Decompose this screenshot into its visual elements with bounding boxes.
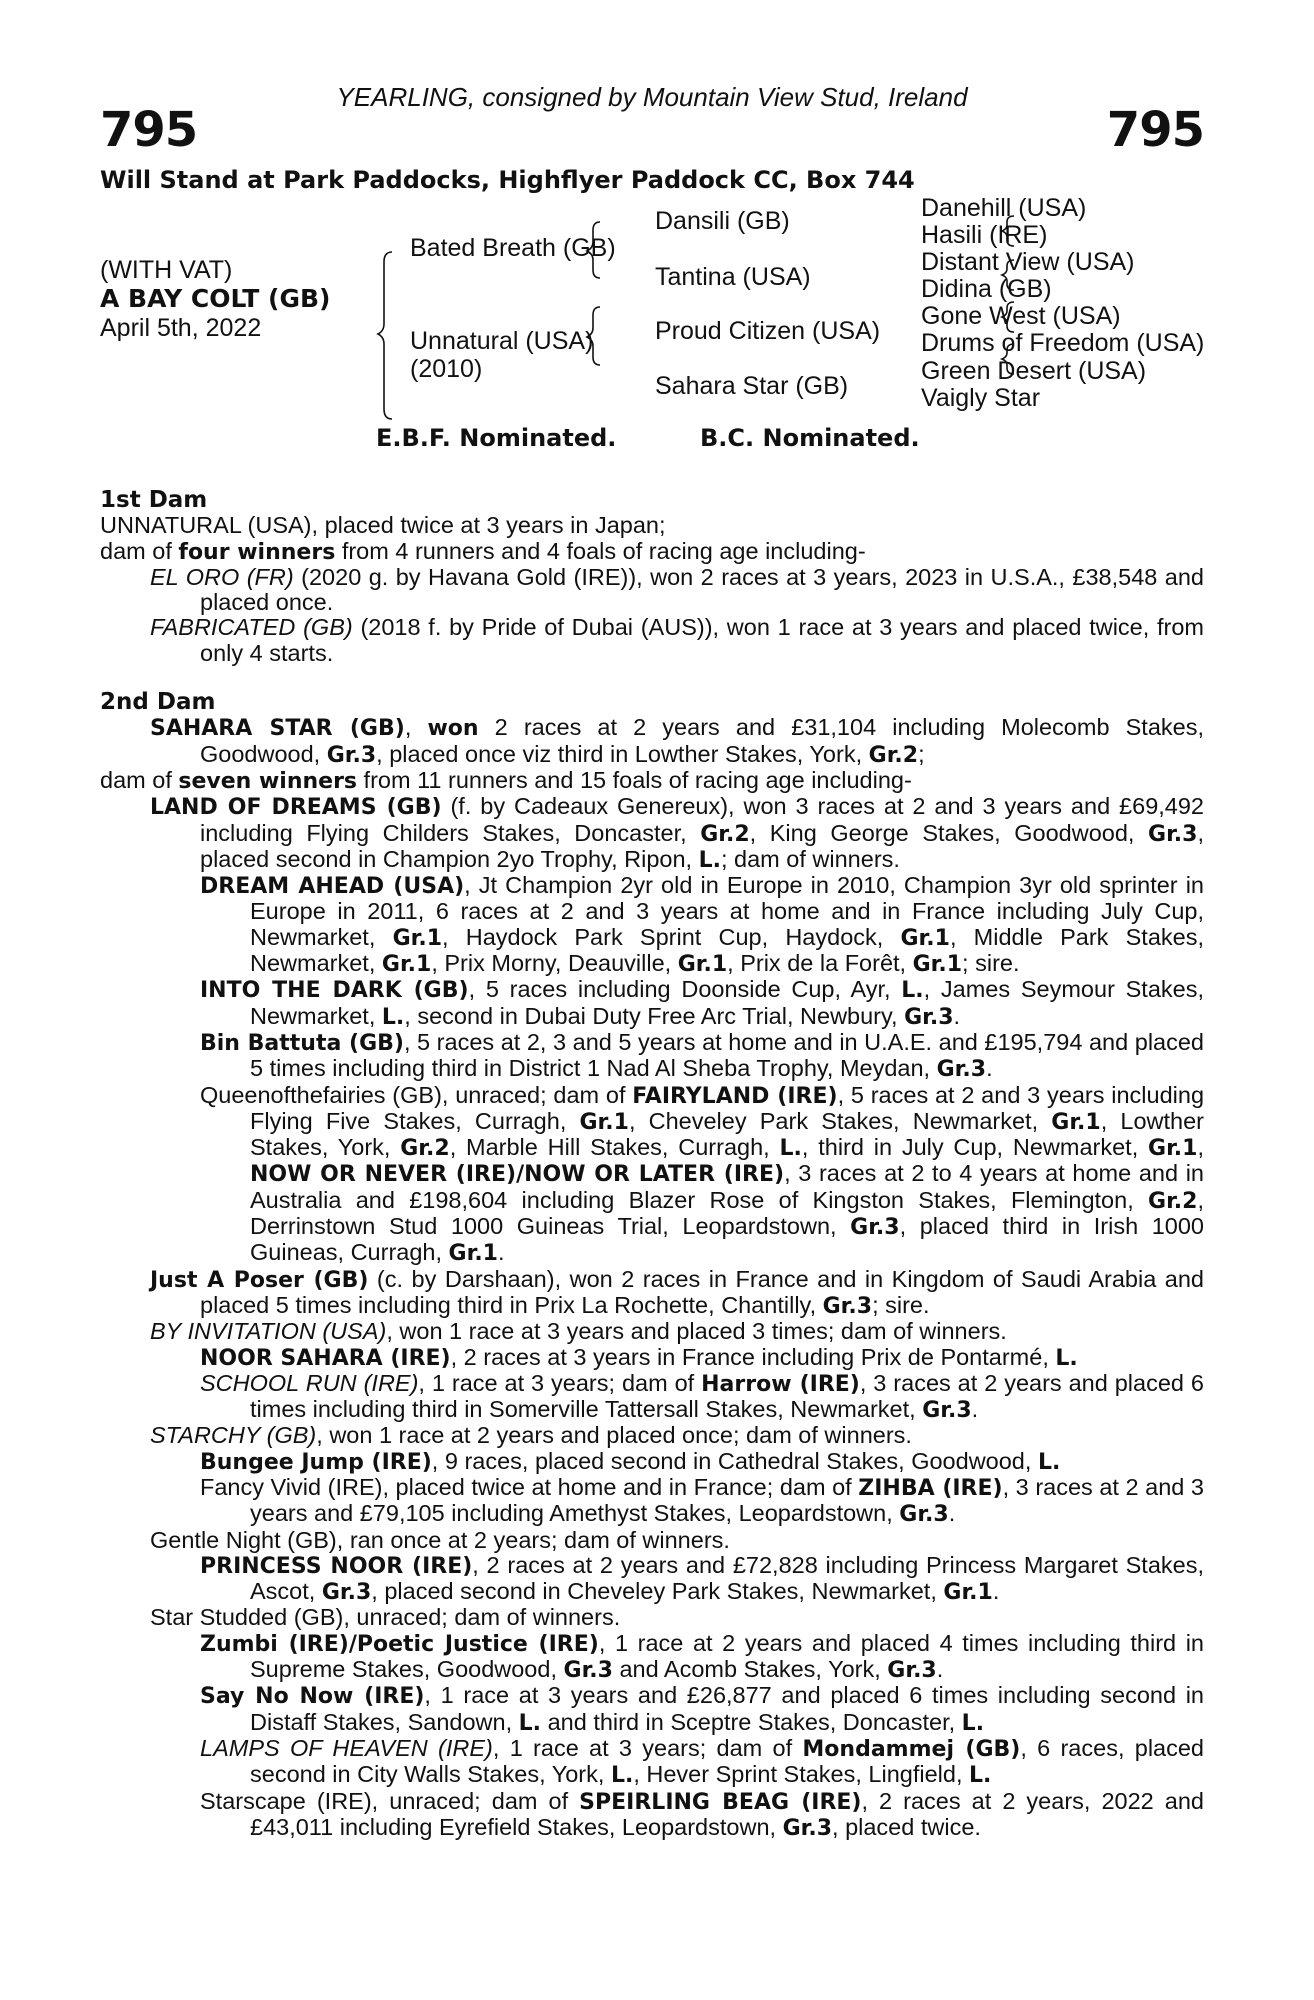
pedigree-entry bbox=[100, 1475, 1204, 1528]
bold-text: L. bbox=[610, 1763, 634, 1789]
entry-text: , 9 races, placed second in Cathedral Stakes, Goodwood, bbox=[431, 1447, 1038, 1474]
bold-text: L. bbox=[961, 1710, 985, 1736]
pedigree-entry bbox=[100, 1449, 1204, 1475]
pedigree-entry bbox=[100, 565, 1204, 616]
bold-text: L. bbox=[381, 1004, 405, 1030]
entry-text: , 1 race at 3 years; dam of bbox=[418, 1369, 702, 1396]
first-dam-body bbox=[100, 513, 1204, 666]
bold-text: NOW OR NEVER (IRE)/NOW OR LATER (IRE) bbox=[250, 1162, 785, 1188]
bold-text: Gr.3 bbox=[1148, 821, 1198, 847]
entry-text: , Cheveley Park Stakes, Newmarket, bbox=[628, 1107, 1052, 1134]
lot-number-row bbox=[100, 102, 1204, 162]
italic-text: EL ORO (FR) bbox=[150, 563, 294, 590]
bold-text: Gr.3 bbox=[904, 1004, 954, 1030]
bold-text: PRINCESS NOOR (IRE) bbox=[200, 1553, 473, 1579]
dam-dam: Sahara Star (GB) bbox=[655, 372, 849, 400]
entry-text: , won 1 race at 3 years and placed 3 times; dam of winners. bbox=[386, 1318, 1007, 1345]
entry-text: , King George Stakes, Goodwood, bbox=[749, 819, 1149, 846]
ancestor-3: Distant View (USA) bbox=[921, 248, 1135, 276]
entry-text: ; sire. bbox=[962, 950, 1020, 977]
italic-text: BY INVITATION (USA) bbox=[150, 1318, 387, 1345]
entry-text: , Haydock Park Sprint Cup, Haydock, bbox=[442, 923, 901, 950]
bold-text: Gr.2 bbox=[868, 742, 919, 768]
nominations bbox=[100, 424, 1204, 464]
bracket-main bbox=[378, 252, 392, 419]
ancestor-2: Hasili (IRE) bbox=[921, 221, 1048, 249]
second-dam-body bbox=[100, 715, 1204, 1841]
bold-text: Gr.3 bbox=[563, 1658, 613, 1684]
entry-text: , Middle Park Stakes, Newmarket, bbox=[250, 923, 1204, 977]
bold-text: Bungee Jump (IRE) bbox=[200, 1449, 432, 1475]
entry-text: , Prix de la Forêt, bbox=[727, 950, 913, 977]
entry-text: , 6 races, placed second in City Walls Stakes, York, bbox=[250, 1734, 1205, 1788]
lot-number-left: 795 bbox=[100, 102, 198, 158]
entry-text: . bbox=[971, 1396, 979, 1423]
bold-text: Gr.1 bbox=[1051, 1109, 1101, 1135]
pedigree-entry bbox=[100, 1605, 1204, 1630]
entry-text: , placed once viz third in Lowther Stakes, York, bbox=[376, 740, 869, 767]
bold-text: Gr.1 bbox=[912, 952, 963, 978]
bold-text: FAIRYLAND (IRE) bbox=[632, 1083, 838, 1109]
entry-text: UNNATURAL (USA), placed twice at 3 years in Japan; bbox=[100, 512, 666, 539]
first-dam-section bbox=[100, 488, 1204, 666]
catalogue-page bbox=[100, 82, 1204, 1841]
pedigree-entry bbox=[100, 1423, 1204, 1448]
bold-text: Gr.3 bbox=[936, 1057, 987, 1083]
ancestor-7: Green Desert (USA) bbox=[921, 357, 1147, 385]
bold-text: DREAM AHEAD (USA) bbox=[200, 874, 465, 900]
entry-text: , placed twice. bbox=[832, 1813, 981, 1840]
entry-text: , 3 races at 2 and 3 years and £79,105 including Amethyst Stakes, Leopardstown, bbox=[250, 1473, 1204, 1527]
pedigree-entry bbox=[100, 873, 1204, 977]
bold-text: Harrow (IRE) bbox=[701, 1371, 860, 1397]
consignment-line: YEARLING, consigned by Mountain View Stud, Ireland bbox=[336, 82, 968, 112]
entry-text: , bbox=[404, 714, 428, 741]
entry-text: , 2 races at 3 years in France including Prix de Pontarmé, bbox=[450, 1343, 1056, 1370]
dam-year: (2010) bbox=[410, 355, 483, 383]
entry-text: ; sire. bbox=[872, 1291, 930, 1318]
bold-text: INTO THE DARK (GB) bbox=[200, 978, 469, 1004]
bold-text: Gr.1 bbox=[448, 1241, 498, 1267]
pedigree-entry bbox=[100, 513, 1204, 538]
italic-text: SCHOOL RUN (IRE) bbox=[200, 1369, 419, 1396]
ancestor-5: Gone West (USA) bbox=[921, 302, 1121, 330]
bold-text: Bin Battuta (GB) bbox=[200, 1030, 404, 1056]
pedigree-entry bbox=[100, 1553, 1204, 1606]
entry-text: , 3 races at 2 to 4 years at home and in Australia and £198,604 including Blazer Rose of Kingston Stakes, Flemington, bbox=[250, 1160, 1204, 1213]
date-of-birth: April 5th, 2022 bbox=[100, 314, 262, 342]
pedigree-entry bbox=[100, 1528, 1204, 1553]
bold-text: won bbox=[427, 716, 479, 742]
entry-text: . bbox=[986, 1055, 993, 1082]
entry-text: , 1 race at 3 years and £26,877 and placed 6 times including second in Distaff Stakes, Sandown, bbox=[250, 1682, 1204, 1735]
bold-text: Say No Now (IRE) bbox=[200, 1684, 425, 1710]
pedigree-entry bbox=[100, 539, 1204, 565]
pedigree-entry bbox=[100, 1683, 1204, 1736]
entry-text: , 1 race at 2 years and placed 4 times including third in Supreme Stakes, Goodwood, bbox=[250, 1629, 1204, 1683]
pedigree-entry bbox=[100, 1736, 1204, 1789]
bold-text: Gr.3 bbox=[850, 1215, 900, 1241]
bold-text: Gr.1 bbox=[1148, 1136, 1198, 1162]
entry-text: . bbox=[992, 1578, 1000, 1605]
bold-text: Gr.3 bbox=[887, 1658, 937, 1684]
entry-text: Gentle Night (GB), ran once at 2 years; dam of winners. bbox=[150, 1526, 730, 1553]
bold-text: Gr.3 bbox=[899, 1502, 949, 1528]
entry-text: (f. by Cadeaux Genereux), won 3 races at 2 and 3 years and £69,492 including Flying Childers Stakes, Doncaster, bbox=[200, 793, 1205, 846]
entry-text: Queenofthefairies (GB), unraced; dam of bbox=[200, 1081, 633, 1108]
entry-text: , bbox=[1197, 1134, 1204, 1161]
pedigree-entry bbox=[100, 1631, 1204, 1684]
entry-text: , Derrinstown Stud 1000 Guineas Trial, Leopardstown, bbox=[250, 1186, 1204, 1240]
entry-text: (2020 g. by Havana Gold (IRE)), won 2 races at 3 years, 2023 in U.S.A., £38,548 and placed once. bbox=[200, 563, 1204, 616]
ancestor-1: Danehill (USA) bbox=[921, 194, 1087, 222]
entry-text: . bbox=[953, 1002, 961, 1029]
bold-text: Gr.1 bbox=[392, 925, 443, 951]
entry-text: (2018 f. by Pride of Dubai (AUS)), won 1 race at 3 years and placed twice, from only 4 starts. bbox=[200, 614, 1205, 666]
pedigree-chart bbox=[100, 194, 1204, 424]
entry-text: , 5 races at 2 and 3 years including Flying Five Stakes, Curragh, bbox=[250, 1081, 1205, 1134]
entry-text: ; bbox=[918, 740, 925, 767]
bold-text: Gr.1 bbox=[677, 952, 728, 978]
italic-text: LAMPS OF HEAVEN (IRE) bbox=[200, 1734, 493, 1761]
sire: Bated Breath (GB) bbox=[410, 234, 616, 262]
entry-text: , 2 races at 2 years, 2022 and £43,011 including Eyrefield Stakes, Leopardstown, bbox=[250, 1787, 1205, 1840]
ancestor-4: Didina (GB) bbox=[921, 275, 1052, 303]
bold-text: Gr.3 bbox=[782, 1815, 833, 1841]
entry-text: (c. by Darshaan), won 2 races in France and in Kingdom of Saudi Arabia and placed 5 times including third in Prix La Rochette, Chantilly, bbox=[200, 1265, 1204, 1318]
entry-text: dam of bbox=[100, 766, 179, 793]
entry-text: , won 1 race at 2 years and placed once; dam of winners. bbox=[316, 1422, 912, 1449]
pedigree-entry bbox=[100, 715, 1204, 768]
bold-text: Gr.2 bbox=[700, 821, 750, 847]
bold-text: Gr.1 bbox=[381, 952, 432, 978]
entry-text: , Hever Sprint Stakes, Lingfield, bbox=[633, 1761, 970, 1788]
entry-text: , 3 races at 2 years and placed 6 times including third in Somerville Tattersall Stakes, Newmarket, bbox=[250, 1369, 1204, 1423]
bold-text: Gr.1 bbox=[900, 925, 950, 951]
pedigree-entry bbox=[100, 615, 1204, 666]
entry-text: , third in July Cup, Newmarket, bbox=[801, 1134, 1149, 1161]
entry-text: , second in Dubai Duty Free Arc Trial, Newbury, bbox=[404, 1002, 905, 1029]
bold-text: Gr.1 bbox=[943, 1580, 993, 1606]
pedigree-entry bbox=[100, 1319, 1204, 1344]
bold-text: SAHARA STAR (GB) bbox=[150, 716, 405, 742]
entry-text: , James Seymour Stakes, Newmarket, bbox=[250, 976, 1204, 1029]
pedigree-entry bbox=[100, 1267, 1204, 1320]
bold-text: seven winners bbox=[178, 768, 358, 794]
entry-text: dam of bbox=[100, 537, 179, 564]
entry-text: Star Studded (GB), unraced; dam of winners. bbox=[150, 1604, 621, 1631]
entry-text: and Acomb Stakes, York, bbox=[612, 1656, 888, 1683]
bold-text: L. bbox=[1037, 1449, 1061, 1475]
horse-name: A BAY COLT (GB) bbox=[100, 284, 331, 313]
entry-text: , placed third in Irish 1000 Guineas, Curragh, bbox=[250, 1213, 1205, 1266]
entry-text: and third in Sceptre Stakes, Doncaster, bbox=[541, 1708, 962, 1735]
bc-nomination: B.C. Nominated. bbox=[700, 424, 920, 452]
lot-number-right: 795 bbox=[1106, 102, 1204, 158]
bold-text: LAND OF DREAMS (GB) bbox=[150, 795, 442, 821]
sire-sire: Dansili (GB) bbox=[655, 207, 790, 235]
italic-text: FABRICATED (GB) bbox=[150, 614, 353, 641]
bold-text: NOOR SAHARA (IRE) bbox=[200, 1345, 451, 1371]
bold-text: Zumbi (IRE)/Poetic Justice (IRE) bbox=[200, 1631, 599, 1657]
dam-name: Unnatural (USA) bbox=[410, 327, 594, 355]
pedigree-entry bbox=[100, 1030, 1204, 1083]
pedigree-entry bbox=[100, 1083, 1204, 1267]
entry-text: , Jt Champion 2yr old in Europe in 2010, Champion 3yr old sprinter in Europe in 2011, 6 races at 2 and 3 years at home and in France including July Cup, Newmarket, bbox=[250, 872, 1204, 950]
entry-text: Starscape (IRE), unraced; dam of bbox=[200, 1787, 580, 1814]
bold-text: Mondammej (GB) bbox=[802, 1736, 1021, 1762]
pedigree-entry bbox=[100, 1345, 1204, 1371]
ebf-nomination: E.B.F. Nominated. bbox=[376, 424, 617, 452]
entry-text: , Marble Hill Stakes, Curragh, bbox=[449, 1134, 780, 1161]
pedigree-entry bbox=[100, 794, 1204, 873]
bold-text: Just A Poser (GB) bbox=[150, 1267, 369, 1293]
entry-text: , 2 races at 2 years and £72,828 including Princess Margaret Stakes, Ascot, bbox=[250, 1551, 1204, 1605]
entry-text: , 1 race at 3 years; dam of bbox=[492, 1734, 803, 1761]
entry-text: . bbox=[936, 1656, 944, 1683]
entry-text: . bbox=[497, 1239, 505, 1266]
entry-text: , 5 races at 2, 3 and 5 years at home and in U.A.E. and £195,794 and placed 5 times including third in District 1 Nad Al Sheba Trophy, Meydan, bbox=[250, 1028, 1204, 1082]
bold-text: L. bbox=[969, 1763, 992, 1789]
entry-text: . bbox=[948, 1500, 956, 1527]
entry-text: , placed second in Cheveley Park Stakes, Newmarket, bbox=[371, 1578, 944, 1605]
bold-text: Gr.1 bbox=[579, 1109, 629, 1135]
italic-text: STARCHY (GB) bbox=[150, 1422, 317, 1449]
vat-note: (WITH VAT) bbox=[100, 256, 233, 284]
second-dam-title: 2nd Dam bbox=[100, 689, 216, 716]
pedigree-entry bbox=[100, 977, 1204, 1030]
bold-text: four winners bbox=[178, 539, 336, 565]
bold-text: Gr.3 bbox=[922, 1398, 972, 1424]
dam-sire: Proud Citizen (USA) bbox=[655, 317, 881, 345]
first-dam-title: 1st Dam bbox=[100, 487, 208, 513]
ancestor-6: Drums of Freedom (USA) bbox=[921, 329, 1205, 357]
bold-text: Gr.3 bbox=[822, 1293, 873, 1319]
entry-text: , 5 races including Doonside Cup, Ayr, bbox=[468, 976, 902, 1003]
second-dam-section bbox=[100, 690, 1204, 1841]
bold-text: L. bbox=[518, 1710, 542, 1736]
bold-text: L. bbox=[779, 1136, 802, 1162]
ancestor-8: Vaigly Star bbox=[921, 384, 1041, 412]
bold-text: L. bbox=[1055, 1345, 1078, 1371]
bold-text: ZIHBA (IRE) bbox=[858, 1475, 1003, 1501]
pedigree-entry bbox=[100, 768, 1204, 794]
bold-text: Gr.2 bbox=[400, 1136, 450, 1162]
bold-text: Gr.2 bbox=[1148, 1188, 1198, 1214]
bold-text: Gr.3 bbox=[326, 742, 377, 768]
pedigree-entry bbox=[100, 1789, 1204, 1842]
entry-text: , Prix Morny, Deauville, bbox=[431, 950, 678, 977]
entry-text: Fancy Vivid (IRE), placed twice at home and in France; dam of bbox=[200, 1473, 859, 1500]
stand-location: Will Stand at Park Paddocks, Highflyer Paddock CC, Box 744 bbox=[100, 166, 915, 194]
bold-text: Gr.3 bbox=[321, 1580, 372, 1606]
bold-text: L. bbox=[901, 978, 924, 1004]
entry-text: from 4 runners and 4 foals of racing age including- bbox=[335, 537, 866, 564]
entry-text: 2 races at 2 years and £31,104 including Molecomb Stakes, Goodwood, bbox=[200, 714, 1205, 767]
sire-dam: Tantina (USA) bbox=[655, 263, 811, 291]
bold-text: L. bbox=[698, 847, 721, 873]
bold-text: SPEIRLING BEAG (IRE) bbox=[579, 1789, 862, 1815]
entry-text: , Lowther Stakes, York, bbox=[250, 1107, 1204, 1161]
pedigree-entry bbox=[100, 1371, 1204, 1424]
entry-text: ; dam of winners. bbox=[720, 845, 900, 872]
entry-text: from 11 runners and 15 foals of racing age including- bbox=[357, 766, 912, 793]
entry-text: , placed second in Champion 2yo Trophy, Ripon, bbox=[200, 819, 1204, 872]
